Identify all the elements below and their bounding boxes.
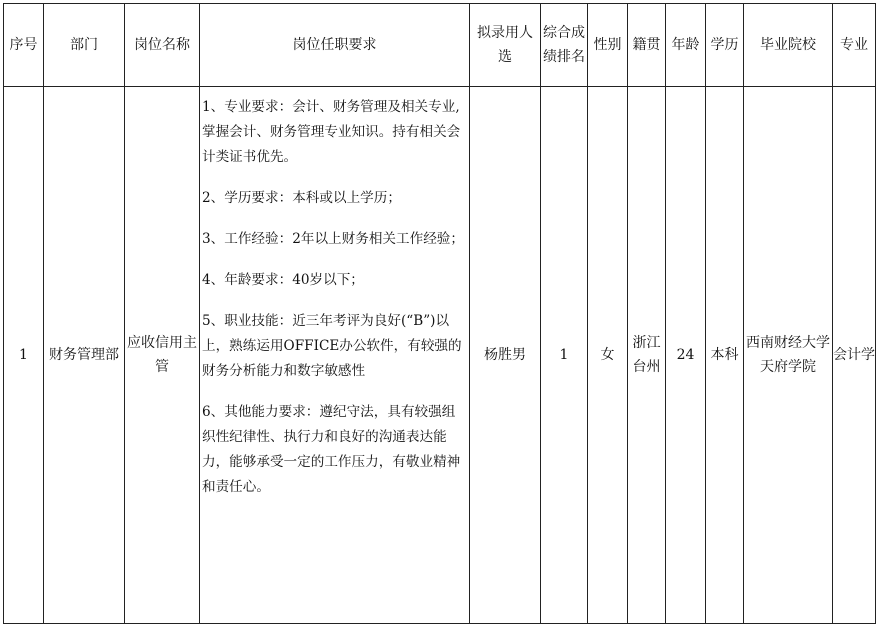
header-origin: 籍贯 — [628, 4, 666, 87]
header-dept: 部门 — [44, 4, 125, 87]
header-education: 学历 — [706, 4, 744, 87]
requirement-item: 6、其他能力要求：遵纪守法，具有较强组织性纪律性、执行力和良好的沟通表达能力，能够承受一定的工作压力，有敬业精神和责任心。 — [202, 404, 461, 495]
cell-requirements — [200, 87, 470, 624]
cell-gender: 女 — [588, 87, 628, 624]
header-school: 毕业院校 — [744, 4, 833, 87]
cell-school: 西南财经大学天府学院 — [744, 87, 833, 624]
cell-rank: 1 — [541, 87, 588, 624]
recruitment-table — [3, 3, 876, 624]
header-seq: 序号 — [4, 4, 44, 87]
cell-position: 应收信用主管 — [125, 87, 200, 624]
header-gender: 性别 — [588, 4, 628, 87]
cell-origin: 浙江台州 — [628, 87, 666, 624]
header-age: 年龄 — [666, 4, 706, 87]
header-row — [4, 4, 876, 87]
header-major: 专业 — [833, 4, 876, 87]
requirement-item: 3、工作经验：2年以上财务相关工作经验； — [202, 231, 464, 247]
requirement-item: 5、职业技能：近三年考评为良好(“B”)以上，熟练运用OFFICE办公软件，有较强的财务分析能力和数字敏感性 — [202, 313, 462, 379]
requirement-item: 1、专业要求：会计、财务管理及相关专业,掌握会计、财务管理专业知识。持有相关会计类证书优先。 — [202, 99, 461, 165]
cell-candidate: 杨胜男 — [470, 87, 541, 624]
cell-age: 24 — [666, 87, 706, 624]
header-position: 岗位名称 — [125, 4, 200, 87]
cell-dept: 财务管理部 — [44, 87, 125, 624]
header-requirements: 岗位任职要求 — [200, 4, 470, 87]
table-row — [4, 87, 876, 624]
cell-seq: 1 — [4, 87, 44, 624]
requirement-item: 2、学历要求：本科或以上学历； — [202, 190, 401, 206]
header-candidate: 拟录用人选 — [470, 4, 541, 87]
header-rank: 综合成绩排名 — [541, 4, 588, 87]
requirement-item: 4、年龄要求：40岁以下； — [202, 272, 364, 288]
cell-education: 本科 — [706, 87, 744, 624]
cell-major: 会计学 — [833, 87, 876, 624]
